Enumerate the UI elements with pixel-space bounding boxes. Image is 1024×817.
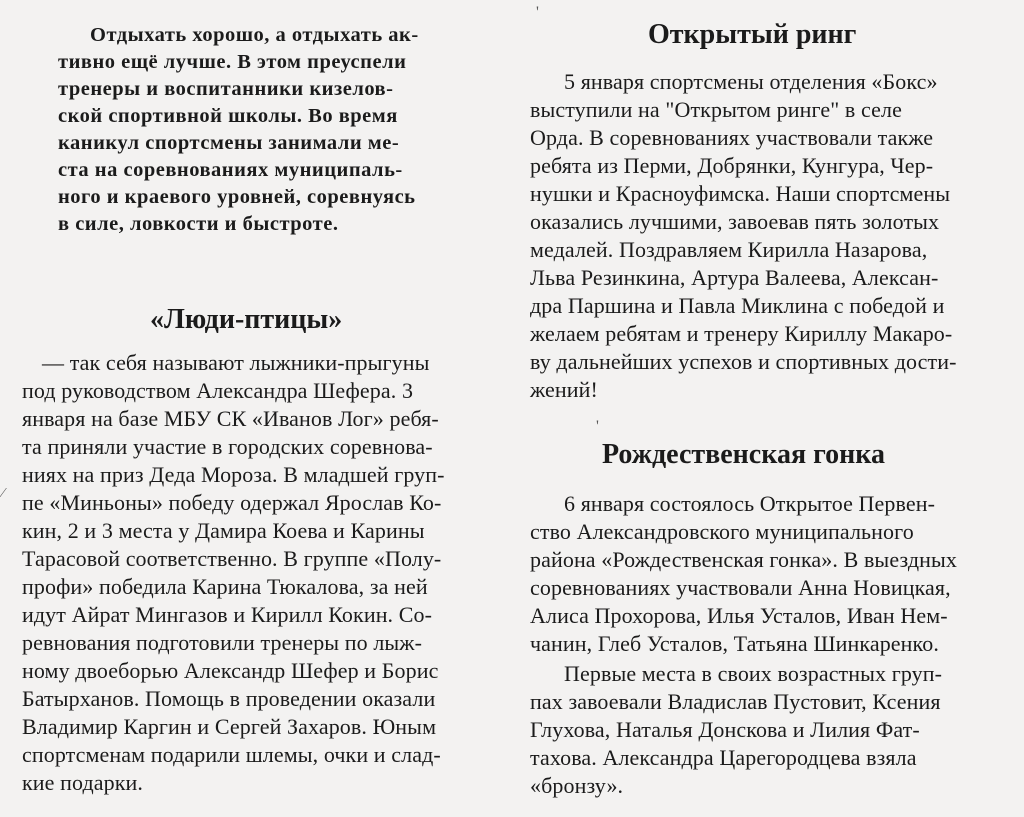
body-line: желаем ребятам и тренеру Кириллу Макаро- [530,321,953,346]
intro-line: ской спортивной школы. Во время [58,105,398,127]
print-speck: ' [536,4,539,21]
body-line: тахова. Александра Царегородцева взяла [530,745,917,770]
intro-line: каникул спортсмены занимали ме- [58,132,400,154]
body-line: нушки и Красноуфимска. Наши спортсмены [530,181,951,206]
article-heading-race: Рождественская гонка [602,439,885,470]
intro-line: тренеры и воспитанники кизелов- [58,78,394,100]
body-line: Тарасовой соответственно. В группе «Полу- [22,546,442,571]
body-line: спортсменам подарили шлемы, очки и слад- [22,742,441,767]
article-heading-ring: Открытый ринг [648,19,857,50]
body-line: пах завоевали Владислав Пустовит, Ксения [530,689,941,714]
body-line: Батырханов. Помощь в проведении оказали [22,686,436,711]
body-line: выступили на "Открытом ринге" в селе [530,97,902,122]
article-heading-lyudi-ptitsy: «Люди-птицы» [150,304,343,335]
body-line: Льва Резинкина, Артура Валеева, Алексан- [530,265,939,290]
body-line: Глухова, Наталья Донскова и Лилия Фат- [530,717,920,742]
body-line: ному двоеборью Александр Шефер и Борис [22,658,439,683]
body-line: ревнования подготовили тренеры по лыж- [22,630,423,655]
body-line: ребята из Перми, Добрянки, Кунгура, Чер- [530,153,934,178]
body-line: 5 января спортсмены отделения «Бокс» [564,69,938,94]
body-line: ство Александровского муниципального [530,519,914,544]
body-line: идут Айрат Мингазов и Кирилл Кокин. Со- [22,602,433,627]
body-line: та приняли участие в городских соревнова- [22,434,433,459]
body-line: соревнованиях участвовали Анна Новицкая, [530,575,951,600]
body-line: профи» победила Карина Тюкалова, за ней [22,574,428,599]
body-line: кин, 2 и 3 места у Дамира Коева и Карины [22,518,425,543]
body-line: района «Рождественская гонка». В выездных [530,547,957,572]
body-line: Орда. В соревнованиях участвовали также [530,125,934,150]
body-line: 6 января состоялось Открытое Первен- [564,491,936,516]
body-line: чанин, Глеб Усталов, Татьяна Шинкаренко. [530,631,939,656]
body-line: Первые места в своих возрастных груп- [564,661,943,686]
body-line: Владимир Каргин и Сергей Захаров. Юным [22,714,437,739]
body-line: дра Паршина и Павла Миклина с победой и [530,293,945,318]
body-line: «бронзу». [530,773,624,798]
intro-line: Отдыхать хорошо, а отдыхать ак- [90,24,419,46]
body-line: кие подарки. [22,770,143,795]
body-line: Алиса Прохорова, Илья Усталов, Иван Нем- [530,603,948,628]
intro-line: в силе, ловкости и быстроте. [58,213,339,235]
body-line: ниях на приз Деда Мороза. В младшей груп- [22,462,445,487]
print-speck: ⁄ [2,486,5,501]
intro-line: ста на соревнованиях муниципаль- [58,159,403,181]
body-line: медалей. Поздравляем Кирилла Назарова, [530,237,928,262]
print-speck: ' [596,418,599,435]
body-line: января на базе МБУ СК «Иванов Лог» ребя- [22,406,439,431]
intro-line: тивно ещё лучше. В этом преуспели [58,51,407,73]
body-line: пе «Миньоны» победу одержал Ярослав Ко- [22,490,442,515]
intro-line: ного и краевого уровней, соревнуясь [58,186,416,208]
body-line: ву дальнейших успехов и спортивных дости- [530,349,957,374]
body-line: оказались лучшими, завоевав пять золотых [530,209,940,234]
body-line: под руководством Александра Шефера. 3 [22,378,414,403]
body-line: — так себя называют лыжники-прыгуны [42,350,430,375]
body-line: жений! [530,377,598,402]
